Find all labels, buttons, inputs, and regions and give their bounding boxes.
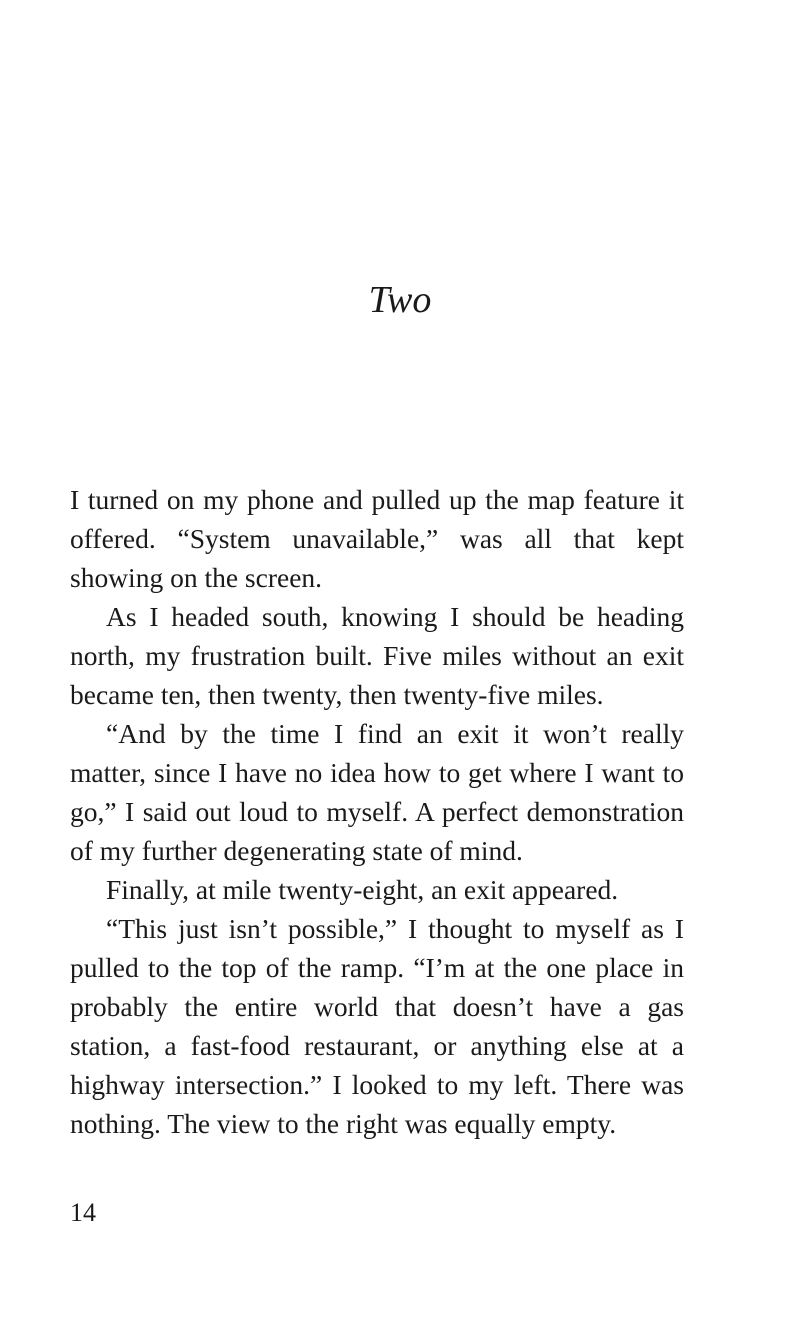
paragraph-2: As I headed south, knowing I should be heading north, my frustration built. Five miles without an exit became ten, then twenty, then twenty-five miles. xyxy=(70,601,684,710)
chapter-body xyxy=(70,480,684,1143)
paragraph-4: Finally, at mile twenty-eight, an exit appeared. xyxy=(106,874,619,905)
chapter-title: Two xyxy=(368,279,432,321)
page-number: 14 xyxy=(70,1198,96,1227)
paragraph-3: “And by the time I find an exit it won’t really matter, since I have no idea how to get where I want to go,” I said out loud to myself. A perfect demonstration of my further degenerating state of mind. xyxy=(70,718,684,866)
paragraph-1: I turned on my phone and pulled up the map feature it offered. “System unavailable,” was all that kept showing on the screen. xyxy=(70,484,684,593)
paragraph-5: “This just isn’t possible,” I thought to myself as I pulled to the top of the ramp. “I’m at the one place in probably the entire world that doesn’t have a gas station, a fast-food restaurant, or anything else at a highway intersection.” I looked to my left. There was nothing. The view to the right was equally empty. xyxy=(70,913,684,1139)
